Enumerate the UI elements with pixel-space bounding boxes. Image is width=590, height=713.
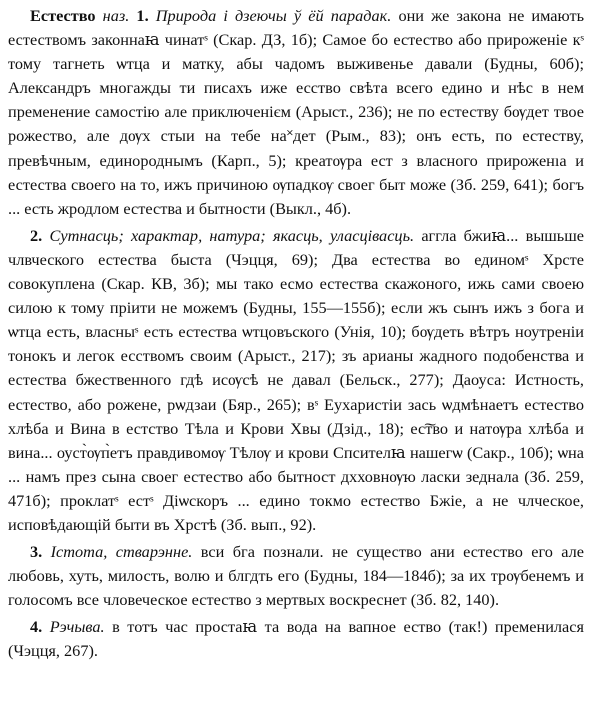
sense-number: 1.: [136, 6, 149, 25]
sense-number: 4.: [30, 617, 43, 637]
dictionary-sense-2: [8, 224, 584, 537]
sense-citations: в тотъ час простаꙗ та вода на вапное ество (так!) пременилася (Чэцця, 267).: [8, 617, 584, 661]
sense-citations: вси бга познали. не существо ани естество его але любовь, хуть, милость, волю и блгдть его (Будны, 184—184б); за их трѹбенемъ и голосомъ все чловеческое естество з мертвых воскреснет (Зб. 82, 140).: [8, 542, 584, 610]
dictionary-sense-3: [8, 540, 584, 612]
sense-definition: Істота, стварэнне.: [50, 542, 193, 562]
sense-definition: Рэчыва.: [49, 617, 105, 637]
sense-citations: аггла бжиꙗ... вышьше члвческого естества быста (Чэцця, 69); Два естества во единомˢ Хрсте совокуплена (Скар. КВ, 3б); мы тако есмо естества скажоного, ижь сами своею силою к тому прiити не можемъ (Будны, 155—155б); если жъ сынъ ижъ з бога и ѡтца есть, власныˢ есть естества ѡтцовъского (Унія, 10); бѹдеть вѣтръ ноутреніи тонокъ и легок есствомъ своим (Арыст., 217); зъ ариaны жадного подобенства и естества бжественного гдѣ исѹсѣ не давал (Бельск., 277); Даоуса: Истность, естество, або рожене, рѡдзаи (Бяр., 265); вˢ Еуxaристiи зась ѡдмѣнаетъ естество хлѣба и Вина в естство Тѣла и Крови Хвы (Дзiд., 18); ес͠тво и натѹра хлѣба и вина... оуст̀ѹп̀етъ правдивомѹ Тѣлѹ и крови Спсителꙗ нашегѡ (Сакр., 10б); ѡна ... намъ през сына своег естество або бытност дхховнѹю ласки зеднала (Зб. 259, 471б); проклатˢ естˢ Діѡскоръ ... едино токмо естество Бжіе, а не члческое, исповѣдающій быти въ Хрстѣ (Зб. вып., 92).: [8, 225, 584, 534]
sense-definition: Природа і дзеючы ў ёй парадак.: [155, 6, 392, 25]
dictionary-sense-1: [8, 4, 584, 221]
sense-number: 2.: [30, 225, 43, 245]
part-of-speech: наз.: [102, 6, 130, 25]
sense-citations: они же закона не имають естествомъ законнаꙗ чинатˢ (Скар. ДЗ, 1б); Самое бо естество або прироженіе кˢ тому тагнеть ѡтца и матку, абы чадомъ выживенье давали (Будны, 60б); Александръ многажды ти писахъ иже есство свѣта всего едино и нѣс в нем пременение самостію але приключенієм (Арыст., 236); не по естеству бѹдет твое рожество, але дѹх стыи на тебе на˟дет (Рым., 83); онъ есть, по естеству, превѣчным, единороднымъ (Карп., 5); креатѹра ест з власного прироженıа и естества своего на то, ижъ причиною ѹпадкѹ своег быт може (Зб. 259, 641); богъ ... есть жродлом естества и бытности (Выкл., 4б).: [8, 6, 585, 218]
sense-number: 3.: [30, 542, 43, 562]
sense-definition: Сутнасць; характар, натура; якасць, уласцівасць.: [49, 225, 415, 245]
headword: Естество: [30, 6, 96, 25]
dictionary-sense-4: [8, 615, 584, 663]
